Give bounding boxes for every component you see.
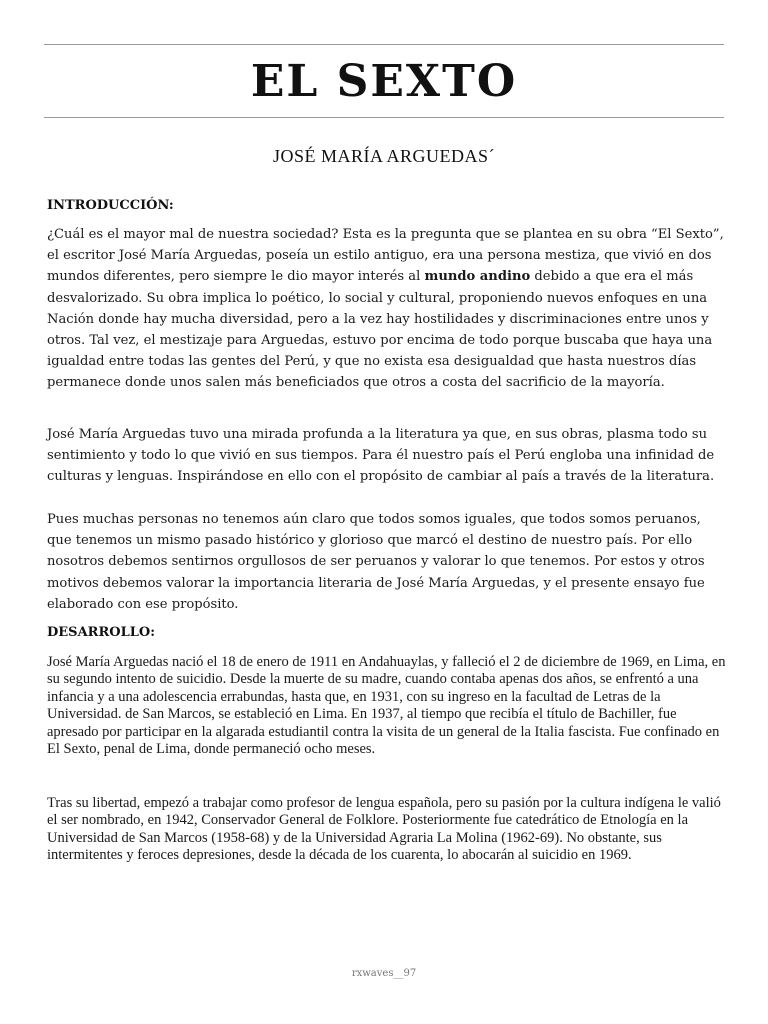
- author-name: JOSÉ MARÍA ARGUEDAS´: [272, 146, 496, 166]
- bottom-rule: [44, 117, 724, 118]
- intro-p1-text-b: debido a que era el más desvalorizado. Su obra implica lo poético, lo social y cultural, proponiendo nuevos enfoques en una Nación donde hay mucha diversidad, pero a la vez hay hostilidades y discriminaciones entre unos y otros. Tal vez, el mestizaje para Arguedas, estuvo por encima de todo porque buscaba que haya una igualdad entre todas las gentes del Perú, y que no exista esa desigualdad que hasta nuestros días permanece donde unos salen más beneficiados que otros a costa del sacrificio de la mayoría.: [47, 269, 713, 391]
- intro-heading: INTRODUCCIÓN:: [47, 198, 174, 213]
- intro-paragraph-3: Pues muchas personas no tenemos aún claro que todos somos iguales, que todos somos peruanos, que tenemos un mismo pasado histórico y glorioso que marcó el destino de nuestro país. Por ello nosotros debemos sentirnos orgullosos de ser peruanos y valorar lo que tenemos. Por estos y otros motivos debemos valorar la importancia literaria de José María Arguedas, y el presente ensayo fue elaborado con ese propósito.: [47, 512, 705, 612]
- intro-p1-bold: mundo andino: [424, 269, 531, 285]
- top-rule: [44, 44, 724, 45]
- intro-p1-text-a: ¿Cuál es el mayor mal de nuestra sociedad? Esta es la pregunta que se plantea en su obra “El Sexto”, el escritor José María Arguedas, poseía un estilo antiguo, era una persona mestiza, que vivió en dos mundos diferentes, pero siempre le dio mayor interés al: [47, 227, 724, 285]
- intro-paragraph-1: [47, 224, 727, 394]
- footer-watermark: rxwaves__97: [351, 968, 417, 979]
- intro-paragraph-2: José María Arguedas tuvo una mirada profunda a la literatura ya que, en sus obras, plasma todo su sentimiento y todo lo que vivió en sus tiempos. Para él nuestro país el Perú engloba una infinidad de culturas y lenguas. Inspirándose en ello con el propósito de cambiar al país a través de la literatura.: [47, 427, 715, 485]
- development-paragraph-2: Tras su libertad, empezó a trabajar como profesor de lengua española, pero su pasión por la cultura indígena le valió el ser nombrado, en 1942, Conservador General de Folklore. Posteriormente fue catedrático de Etnología en la Universidad de San Marcos (1958-68) y de la Universidad Agraria La Molina (1962-69). No obstante, sus intermitentes y feroces depresiones, desde la década de los cuarenta, lo abocarán al suicidio en 1969.: [47, 795, 721, 864]
- development-heading: DESARROLLO:: [47, 625, 155, 640]
- document-title: EL SEXTO: [250, 56, 518, 107]
- development-paragraph-1: José María Arguedas nació el 18 de enero de 1911 en Andahuaylas, y falleció el 2 de diciembre de 1969, en Lima, en su segundo intento de suicidio. Desde la muerte de su madre, cuando contaba apenas dos años, se enfrentó a una infancia y a una adolescencia errabundas, hasta que, en 1931, con su ingreso en la facultad de Letras de la Universidad. de San Marcos, se estableció en Lima. En 1937, al tiempo que recibía el título de Bachiller, fue apresado por participar en la algarada estudiantil contra la visita de un general de la Italia fascista. Fue confinado en El Sexto, penal de Lima, donde permaneció ocho meses.: [47, 654, 726, 758]
